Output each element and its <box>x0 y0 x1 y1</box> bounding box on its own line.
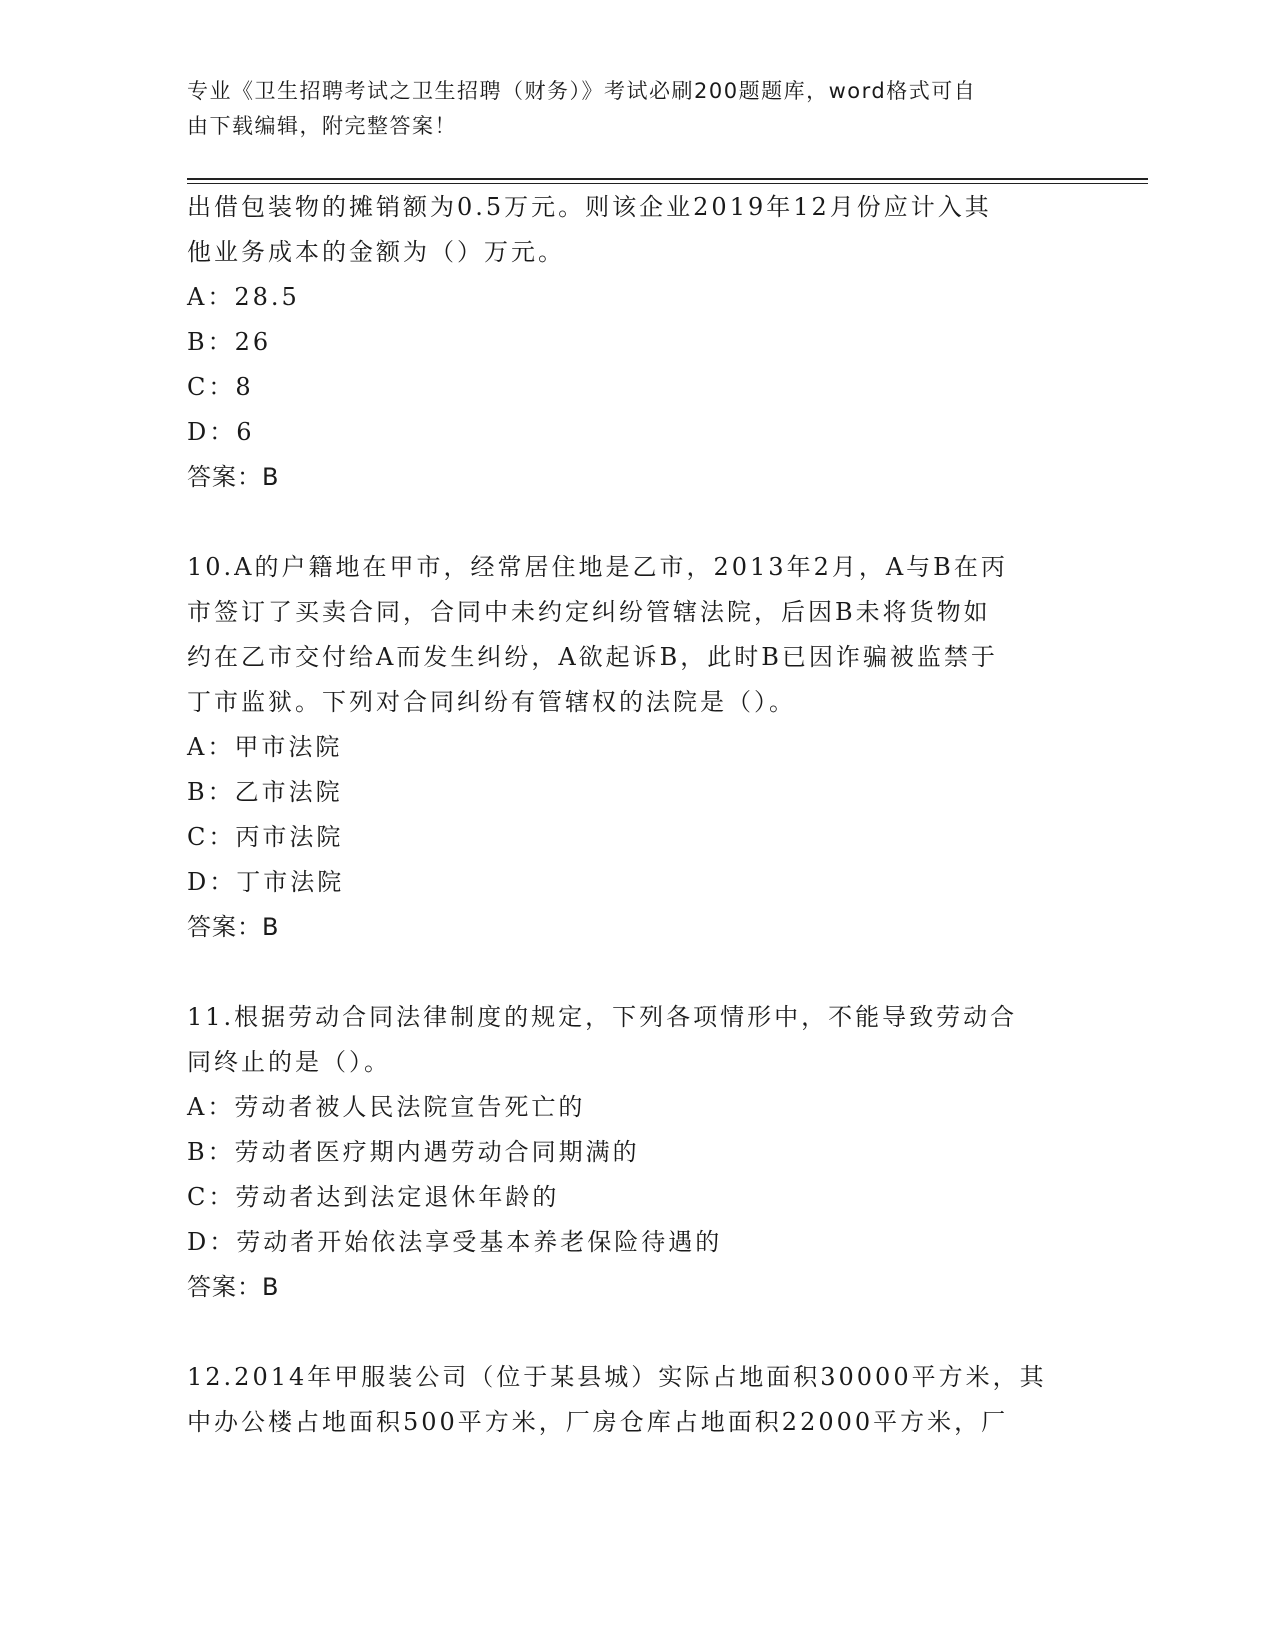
header-rule-thick <box>187 178 1148 180</box>
question-11 <box>187 995 1087 1310</box>
question-stem-line: 市签订了买卖合同，合同中未约定纠纷管辖法院，后因B未将货物如 <box>187 598 991 626</box>
question-stem-line: 同终止的是（）。 <box>187 1048 391 1076</box>
header-rule-thin <box>187 183 1148 184</box>
document-header <box>187 74 1057 144</box>
question-stem-line: 11.根据劳动合同法律制度的规定，下列各项情形中，不能导致劳动合 <box>187 1003 1018 1031</box>
option-c: C：8 <box>187 373 254 401</box>
option-b: B：劳动者医疗期内遇劳动合同期满的 <box>187 1138 640 1166</box>
option-a: A：甲市法院 <box>187 733 343 761</box>
option-d: D：劳动者开始依法享受基本养老保险待遇的 <box>187 1228 723 1256</box>
option-a: A：28.5 <box>187 283 300 311</box>
question-stem-line: 出借包装物的摊销额为0.5万元。则该企业2019年12月份应计入其 <box>187 193 992 221</box>
option-d: D：6 <box>187 418 255 446</box>
answer: 答案：B <box>187 463 280 491</box>
answer: 答案：B <box>187 1273 280 1301</box>
header-line: 专业《卫生招聘考试之卫生招聘（财务）》考试必刷200题题库，word格式可自 <box>187 79 977 103</box>
answer: 答案：B <box>187 913 280 941</box>
question-stem-line: 约在乙市交付给A而发生纠纷，A欲起诉B，此时B已因诈骗被监禁于 <box>187 643 998 671</box>
option-a: A：劳动者被人民法院宣告死亡的 <box>187 1093 586 1121</box>
question-10 <box>187 545 1087 950</box>
question-stem-line: 他业务成本的金额为（）万元。 <box>187 238 565 266</box>
question-stem-line: 10.A的户籍地在甲市，经常居住地是乙市，2013年2月，A与B在丙 <box>187 553 1008 581</box>
question-stem-line: 12.2014年甲服装公司（位于某县城）实际占地面积30000平方米，其 <box>187 1363 1047 1391</box>
option-c: C：劳动者达到法定退休年龄的 <box>187 1183 560 1211</box>
option-d: D：丁市法院 <box>187 868 345 896</box>
option-b: B：乙市法院 <box>187 778 343 806</box>
question-stem-line: 丁市监狱。下列对合同纠纷有管辖权的法院是（）。 <box>187 688 796 716</box>
question-9-continuation <box>187 185 1087 500</box>
option-c: C：丙市法院 <box>187 823 344 851</box>
header-line: 由下载编辑，附完整答案！ <box>187 114 457 138</box>
question-12 <box>187 1355 1087 1445</box>
question-stem-line: 中办公楼占地面积500平方米，厂房仓库占地面积22000平方米，厂 <box>187 1408 1009 1436</box>
option-b: B：26 <box>187 328 272 356</box>
question-list <box>187 185 1087 1445</box>
